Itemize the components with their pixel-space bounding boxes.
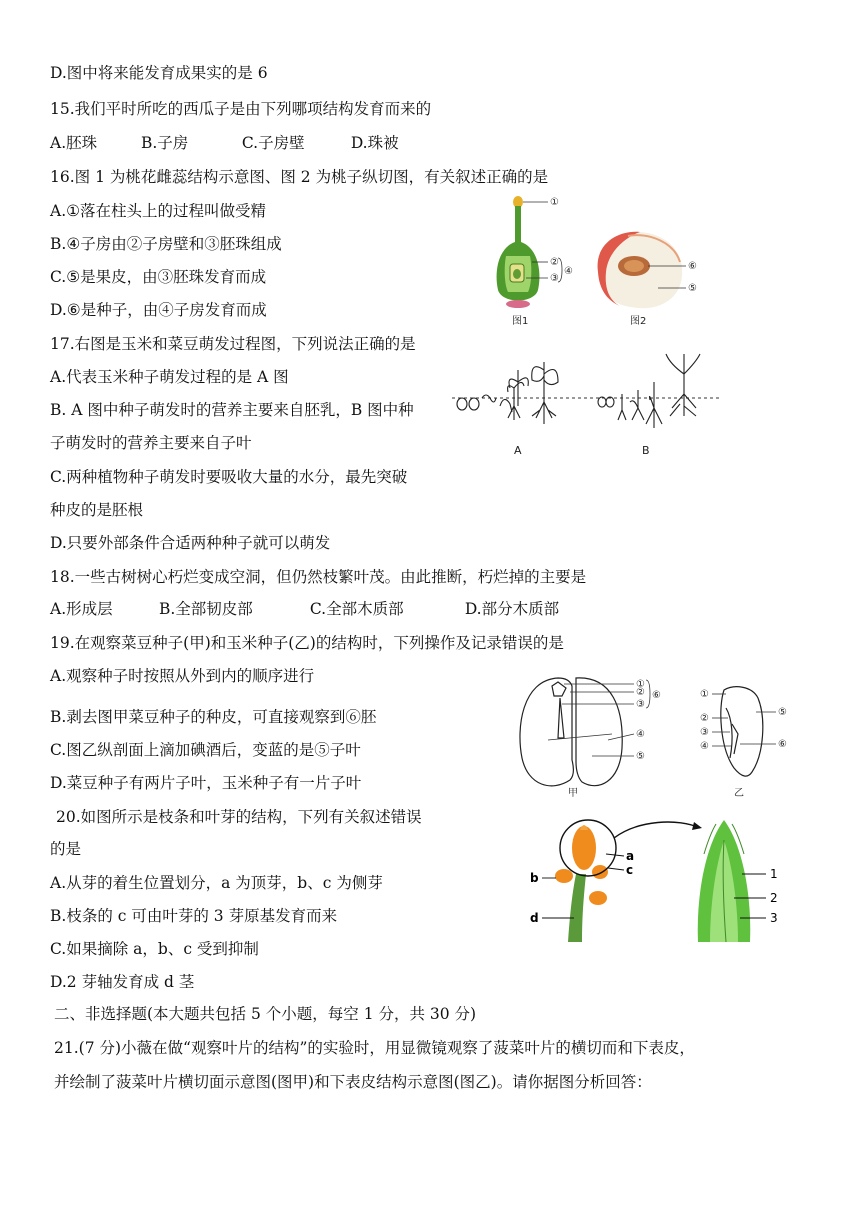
- q19-option-d: D.菜豆种子有两片子叶，玉米种子有一片子叶: [50, 774, 362, 792]
- q16-fig1-caption: 图1: [512, 316, 529, 327]
- q20-stem-line1: 20.如图所示是枝条和叶芽的结构，下列有关叙述错误: [56, 808, 422, 826]
- corn-seed-illustration: [721, 687, 763, 776]
- q19-yi-label-2: ②: [700, 713, 709, 724]
- q20-fig-letter-a: a: [626, 849, 635, 863]
- q19-jia-label-4: ④: [636, 729, 645, 740]
- q17-option-b-line1: B. A 图中种子萌发时的营养主要来自胚乳，B 图中种: [50, 401, 414, 419]
- leaf-bud-section-illustration: [698, 820, 766, 942]
- q19-yi-label-6: ⑥: [778, 739, 787, 750]
- q19-option-b: B.剥去图甲菜豆种子的种皮，可直接观察到⑥胚: [50, 708, 377, 726]
- germination-b-illustration: [598, 354, 700, 428]
- germination-a-illustration: [457, 362, 558, 424]
- q20-option-a: A.从芽的着生位置划分，a 为顶芽，b、c 为侧芽: [50, 874, 383, 892]
- q19-option-c: C.图乙纵剖面上滴加碘酒后，变蓝的是⑤子叶: [50, 741, 361, 759]
- q20-option-b: B.枝条的 c 可由叶芽的 3 芽原基发育而来: [50, 907, 338, 925]
- q19-jia-label-1: ①: [636, 679, 645, 690]
- q20-fig-number-3: 3: [770, 911, 778, 925]
- q19-fig-caption-yi: 乙: [734, 788, 744, 798]
- q20-fig-letter-c: c: [626, 863, 634, 877]
- q16-fig-label-4: ④: [564, 266, 573, 277]
- q18-option-a: A.形成层: [50, 600, 113, 618]
- q17-fig-caption-b: B: [642, 444, 650, 457]
- q19-yi-label-5: ⑤: [778, 707, 787, 718]
- q18-option-c: C.全部木质部: [309, 600, 404, 618]
- q19-jia-label-2: ②: [636, 687, 645, 698]
- q14-option-d: D.图中将来能发育成果实的是 6: [50, 64, 268, 82]
- q15-option-c: C.子房壁: [241, 134, 305, 152]
- q19-yi-label-4: ④: [700, 741, 709, 752]
- q20-fig-number-1: 1: [770, 867, 778, 881]
- q19-jia-label-3: ③: [636, 699, 645, 710]
- q17-option-d: D.只要外部条件合适两种种子就可以萌发: [50, 534, 331, 552]
- q15-options: [50, 132, 399, 154]
- q17-option-b-line2: 子萌发时的营养主要来自子叶: [50, 434, 252, 452]
- q19-stem: 19.在观察菜豆种子(甲)和玉米种子(乙)的结构时，下列操作及记录错误的是: [50, 634, 564, 652]
- q18-option-d: D.部分木质部: [464, 600, 560, 618]
- q17-germination-figure: [448, 350, 724, 462]
- q20-option-c: C.如果摘除 a，b、c 受到抑制: [50, 940, 259, 958]
- q17-stem: 17.右图是玉米和菜豆萌发过程图，下列说法正确的是: [50, 335, 416, 353]
- q15-stem: 15.我们平时所吃的西瓜子是由下列哪项结构发育而来的: [50, 100, 432, 118]
- section-2-heading: 二、非选择题(本大题共包括 5 个小题，每空 1 分，共 30 分): [54, 1005, 477, 1023]
- q20-fig-number-2: 2: [770, 891, 778, 905]
- q16-fig2-caption: 图2: [630, 316, 647, 327]
- q20-option-d: D.2 芽轴发育成 d 茎: [50, 973, 195, 991]
- q16-fig-label-5: ⑤: [688, 283, 697, 294]
- q15-option-d: D.珠被: [350, 134, 399, 152]
- q18-option-b: B.全部韧皮部: [158, 600, 253, 618]
- pistil-illustration: [497, 196, 562, 308]
- q17-option-a: A.代表玉米种子萌发过程的是 A 图: [50, 368, 289, 386]
- q19-jia-label-6: ⑥: [652, 690, 661, 701]
- q20-fig-letter-b: b: [530, 871, 539, 885]
- q18-stem: 18.一些古树树心朽烂变成空洞，但仍然枝繁叶茂。由此推断，朽烂掉的主要是: [50, 568, 587, 586]
- q20-branch-bud-figure: [528, 814, 798, 942]
- q19-yi-label-3: ③: [700, 727, 709, 738]
- q17-option-c-line1: C.两种植物种子萌发时要吸收大量的水分，最先突破: [50, 468, 408, 486]
- q16-option-c: C.⑤是果皮，由③胚珠发育而成: [50, 268, 267, 286]
- q17-option-c-line2: 种皮的是胚根: [50, 501, 144, 519]
- peach-section-illustration: [598, 232, 686, 308]
- q15-option-b: B.子房: [140, 134, 189, 152]
- q21-stem-line1: 21.(7 分)小薇在做“观察叶片的结构”的实验时，用显微镜观察了菠菜叶片的横切而和下表皮，: [54, 1039, 695, 1057]
- q16-fig-label-2: ②: [550, 257, 559, 268]
- q16-stem: 16.图 1 为桃花雌蕊结构示意图、图 2 为桃子纵切图，有关叙述正确的是: [50, 168, 549, 186]
- q19-yi-label-1: ①: [700, 689, 709, 700]
- q15-option-a: A.胚珠: [50, 134, 98, 152]
- bean-seed-illustration: [520, 678, 622, 786]
- q16-fig-label-1: ①: [550, 197, 559, 208]
- q18-options: [50, 598, 559, 620]
- q20-stem-line2: 的是: [50, 840, 82, 858]
- q19-fig-caption-jia: 甲: [568, 788, 578, 798]
- q16-pistil-peach-figure: [488, 192, 724, 332]
- q17-fig-caption-a: A: [514, 444, 522, 457]
- q19-jia-label-5: ⑤: [636, 751, 645, 762]
- q21-stem-line2: 并绘制了菠菜叶片横切面示意图(图甲)和下表皮结构示意图(图乙)。请你据图分析回答：: [54, 1073, 652, 1091]
- q16-option-b: B.④子房由②子房壁和③胚珠组成: [50, 235, 282, 253]
- q19-seed-structure-figure: [512, 668, 792, 798]
- q16-option-a: A.①落在柱头上的过程叫做受精: [50, 202, 267, 220]
- q16-option-d: D.⑥是种子，由④子房发育而成: [50, 301, 267, 319]
- q20-fig-letter-d: d: [530, 911, 539, 925]
- q16-fig-label-3: ③: [550, 273, 559, 284]
- branch-illustration: [542, 820, 702, 942]
- q16-fig-label-6: ⑥: [688, 261, 697, 272]
- q19-option-a: A.观察种子时按照从外到内的顺序进行: [50, 667, 315, 685]
